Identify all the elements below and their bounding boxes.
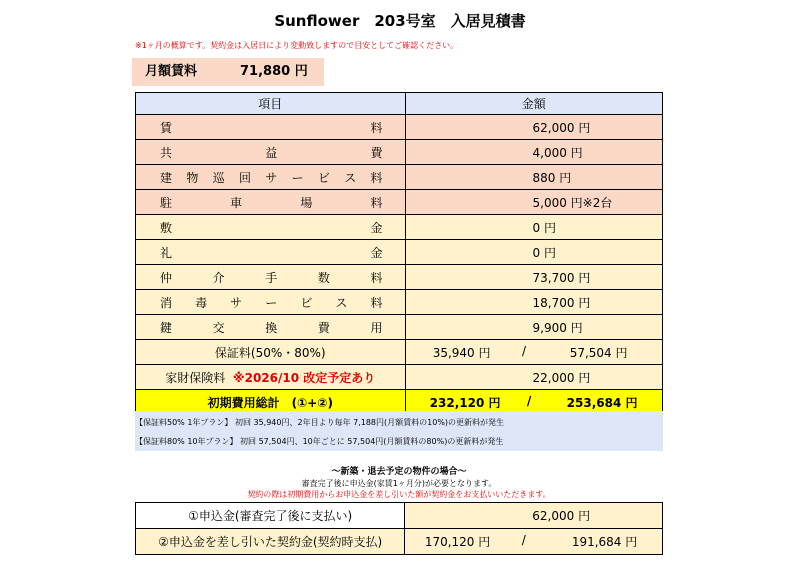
contract-amount-a: 170,120 円 [424,535,491,549]
cost-item-char: 料 [370,170,383,185]
cost-item-char: 仲 [160,270,173,285]
insurance-row [136,365,663,390]
cost-item-char: 費 [317,320,330,335]
cost-row [136,190,663,215]
cost-item-char: 礼 [160,245,173,260]
cost-item-amount-cell [405,240,662,265]
cost-item-char: 料 [370,120,383,135]
cost-item-char: 場 [300,195,313,210]
cost-item-amount: 62,000 円 [532,120,591,135]
cost-row [136,165,663,190]
cost-item-label [136,190,406,215]
insurance-label: 家財保険料 [165,370,226,385]
cost-item-char: サ [230,295,243,310]
cost-row [136,140,663,165]
cost-item-char: 金 [370,245,383,260]
cost-row [136,315,663,340]
cost-item-char: ビ [300,295,313,310]
cost-item-char: ス [344,170,357,185]
cost-item-char: 敷 [160,220,173,235]
cost-item-char: 介 [212,270,225,285]
cost-item-amount: 9,900 円 [532,320,583,335]
monthly-rent-box [132,58,324,86]
total-label: 初期費用総計 (①+②) [136,390,406,415]
contract-row [136,529,663,555]
cost-item-char: 料 [370,195,383,210]
plan-note-2: 【保証料80% 10年プラン】 初回 57,504円、10年ごとに 57,504円(月額賃料の80%)の更新料が発生 [135,437,504,446]
cost-item-amount: 73,700 円 [532,270,591,285]
cost-item-char: 建 [160,170,173,185]
contract-amount [405,529,663,555]
cost-item-char: 共 [160,145,173,160]
cost-item-label [136,115,406,140]
deposit-amount-cell [405,503,663,529]
cost-item-char: 数 [317,270,330,285]
cost-item-amount: 880 円 [532,170,572,185]
cost-item-amount: 18,700 円 [532,295,591,310]
deposit-row [136,503,663,529]
guarantee-row [136,340,663,365]
contract-amount-b: 191,684 円 [571,535,638,549]
cost-item-char: 毒 [195,295,208,310]
cost-item-amount: 4,000 円 [532,145,583,160]
insurance-revision-note: ※2026/10 改定予定あり [232,370,376,385]
cost-item-char: 料 [370,270,383,285]
new-build-line-2: 契約の際は初期費用からお申込金を差し引いた額が契約金をお支払いいただきます。 [247,490,551,499]
cost-item-amount: 5,000 円※2台 [532,195,613,210]
guarantee-amount [405,340,662,365]
cost-item-label [136,240,406,265]
cost-item-amount-cell [405,165,662,190]
cost-item-char: ス [335,295,348,310]
cost-row [136,290,663,315]
guarantee-label: 保証料(50%・80%) [136,340,406,365]
cost-item-char: 益 [265,145,278,160]
cost-table [135,92,663,415]
insurance-cell [136,365,406,390]
cost-item-char: ビ [317,170,330,185]
estimate-note: ※1ヶ月の概算です。契約金は入居日により変動致しますので目安としてご確認ください。 [135,41,459,50]
cost-item-amount-cell [405,215,662,240]
cost-item-char: 換 [265,320,278,335]
deposit-table [135,502,663,555]
cost-item-amount-cell [405,140,662,165]
guarantee-amount-a: 35,940 円 [432,345,491,360]
cost-row [136,115,663,140]
cost-item-char: 賃 [160,120,173,135]
cost-item-char: 車 [230,195,243,210]
total-slash: / [526,393,532,408]
header-amount: 金額 [405,93,662,115]
cost-item-char: サ [265,170,278,185]
cost-item-amount-cell [405,115,662,140]
cost-item-label [136,290,406,315]
cost-item-char: 物 [186,170,199,185]
insurance-amount: 22,000 円 [532,370,591,385]
page-title: Sunflower 203号室 入居見積書 [274,12,526,30]
guarantee-plan-notes [135,411,663,451]
cost-item-amount: 0 円 [532,245,556,260]
plan-note-1: 【保証料50% 1年プラン】 初回 35,940円、2年目より毎年 7,188円(月額賃料の10%)の更新料が発生 [135,418,505,427]
cost-item-amount-cell [405,290,662,315]
cost-item-char: 回 [238,170,251,185]
cost-item-char: 駐 [160,195,173,210]
cost-item-char: 費 [370,145,383,160]
total-amount-b: 253,684 円 [566,395,638,410]
contract-slash: / [521,533,526,547]
cost-item-char: 交 [212,320,225,335]
cost-item-char: ー [291,170,304,185]
cost-row [136,240,663,265]
insurance-amount-cell [405,365,662,390]
cost-item-amount-cell [405,190,662,215]
cost-item-amount-cell [405,315,662,340]
contract-label: ②申込金を差し引いた契約金(契約時支払) [136,529,405,555]
deposit-amount: 62,000 円 [532,509,591,523]
cost-item-char: 用 [370,320,383,335]
cost-row [136,265,663,290]
cost-item-amount-cell [405,265,662,290]
guarantee-amount-b: 57,504 円 [569,345,628,360]
cost-item-amount: 0 円 [532,220,556,235]
cost-item-label [136,165,406,190]
cost-item-char: 手 [265,270,278,285]
cost-item-char: 鍵 [160,320,173,335]
cost-item-char: ー [265,295,278,310]
new-build-line-1: 審査完了後に申込金(家賃1ヶ月分)が必要となります。 [301,479,497,488]
header-item: 項目 [136,93,406,115]
deposit-label: ①申込金(審査完了後に支払い) [136,503,405,529]
guarantee-slash: / [521,343,527,358]
cost-item-char: 巡 [212,170,225,185]
new-build-heading: ～新築・退去予定の物件の場合～ [331,467,467,477]
cost-item-char: 料 [370,295,383,310]
table-header-row [136,93,663,115]
cost-row [136,215,663,240]
cost-item-char: 消 [160,295,173,310]
cost-item-char: 金 [370,220,383,235]
cost-item-label [136,315,406,340]
monthly-rent-value: 71,880 円 [240,64,308,79]
cost-item-label [136,140,406,165]
total-amount-a: 232,120 円 [429,395,501,410]
cost-item-label [136,215,406,240]
cost-item-label [136,265,406,290]
monthly-rent-label: 月額賃料 [145,64,198,79]
